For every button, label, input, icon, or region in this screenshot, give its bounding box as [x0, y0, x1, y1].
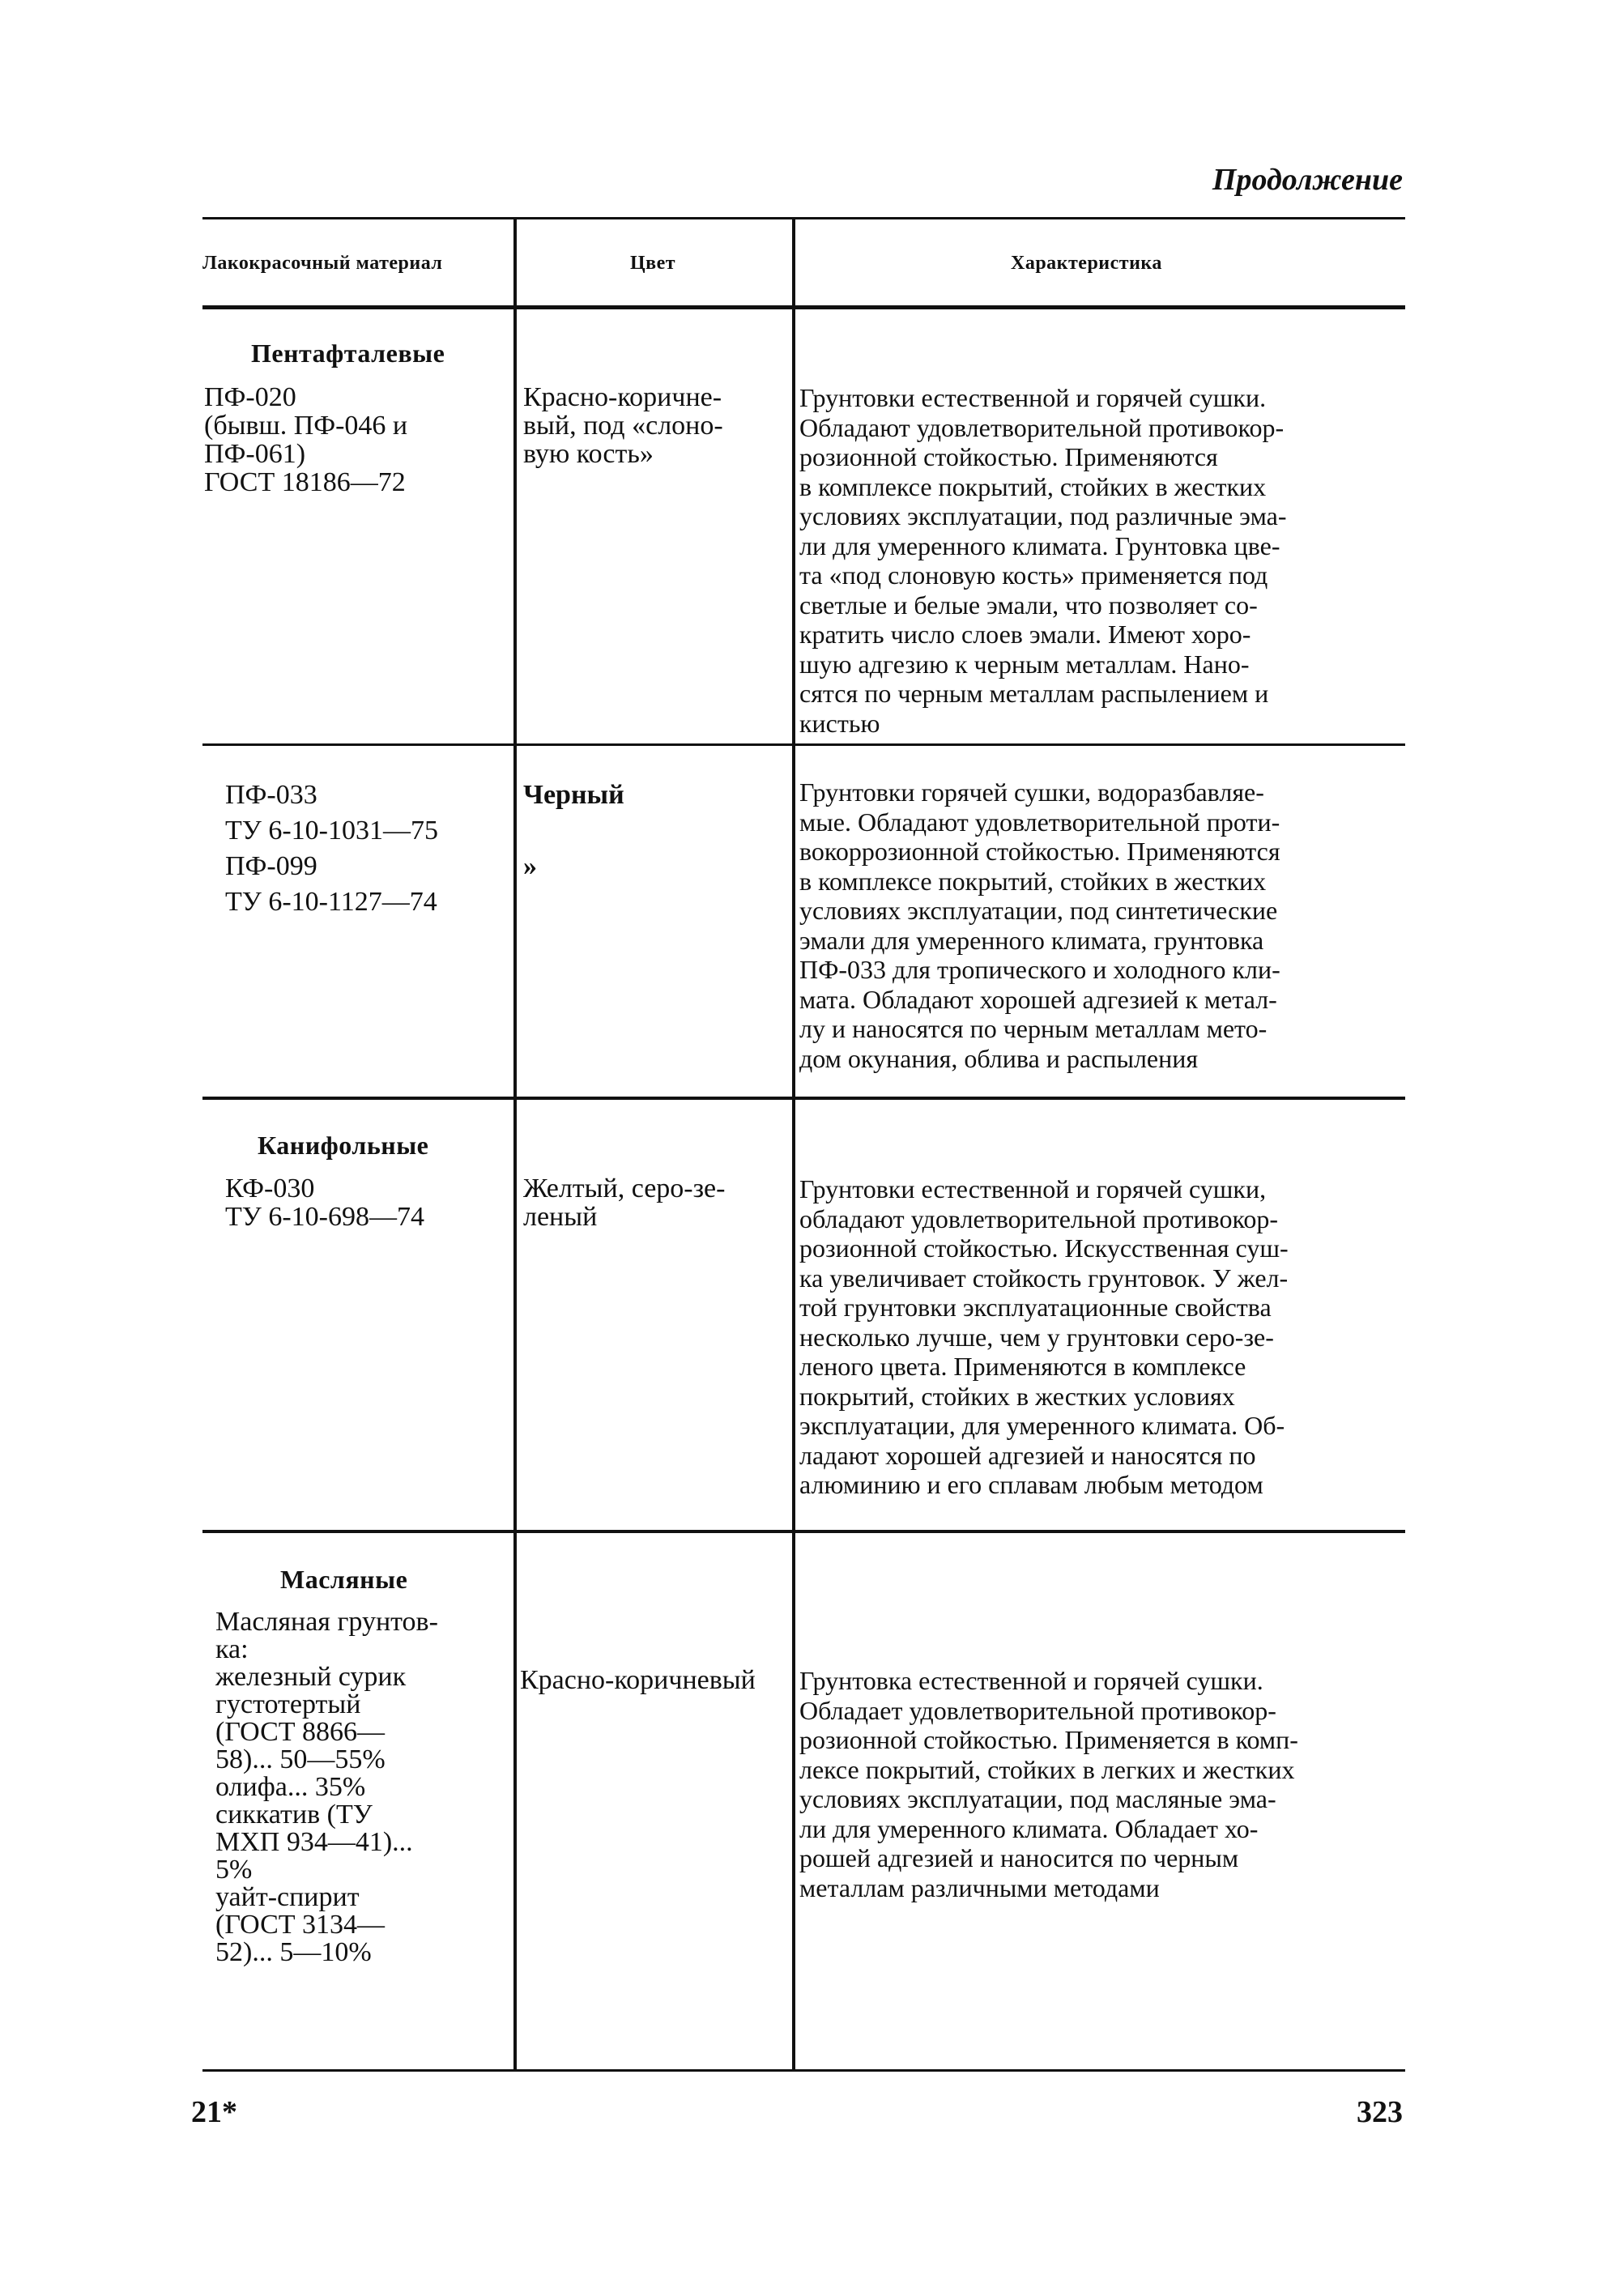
color-cell: Красно-коричневый [520, 1665, 756, 1695]
row-separator [202, 1097, 1405, 1100]
page-number: 323 [1357, 2095, 1403, 2129]
group-title: Пентафталевые [251, 339, 445, 368]
characteristic-cell: Грунтовки естественной и горячей сушки. Обладают удовлетворительной противокор- розионной стойкостью. Применяются в комплексе покрытий, стойких в жестких условиях эксплуатации, под различные эма- ли для умеренного климата. Грунтовка цве- та «под слоновую кость» применяется под светлые и белые эмали, что позволяет со- кратить число слоев эмали. Имеют хоро- шую адгезию к черным металлам. Нано- сятся по черным металлам распылением и кистью [799, 383, 1287, 738]
table-bottom-rule [202, 2069, 1405, 2072]
material-cell: ПФ-020 (бывш. ПФ-046 и ПФ-061) ГОСТ 18186—72 [204, 382, 408, 497]
material-cell: ПФ-033 ТУ 6-10-1031—75 ПФ-099 ТУ 6-10-1127—74 [225, 780, 438, 917]
material-cell: Масляная грунтов- ка: железный сурик густотертый (ГОСТ 8866— 58)... 50—55% олифа... 35% сиккатив (ТУ МХП 934—41)... 5% уайт-спирит (ГОСТ 3134— 52)... 5—10% [215, 1607, 438, 1967]
color-cell: Красно-коричне- вый, под «слоно- вую кость» [523, 382, 723, 469]
color-cell: Желтый, серо-зе- леный [523, 1174, 726, 1232]
row-separator [202, 1530, 1405, 1533]
group-title: Канифольные [258, 1131, 429, 1160]
table-top-rule [202, 217, 1405, 219]
characteristic-cell: Грунтовки горячей сушки, водоразбавляе- мые. Обладают удовлетворительной проти- вокоррозионной стойкостью. Применяются в комплексе покрытий, стойких в жестких условиях эксплуатации, под синтетические эмали для умеренного климата, грунтовка ПФ-033 для тропического и холодного кли- мата. Обладают хорошей адгезией к метал- лу и наносятся по черным металлам мето- дом окунания, облива и распыления [799, 777, 1280, 1073]
header-characteristic: Характеристика [1011, 253, 1162, 274]
page-signature: 21* [191, 2095, 237, 2129]
header-bottom-rule [202, 305, 1405, 309]
color-cell: Черный » [523, 780, 624, 881]
characteristic-cell: Грунтовки естественной и горячей сушки, обладают удовлетворительной противокор- розионной стойкостью. Искусственная суш- ка увеличивает стойкость грунтовок. У жел- той грунтовки эксплуатационные свойства несколько лучше, чем у грунтовки серо-зе- леного цвета. Применяются в комплексе покрытий, стойких в жестких условиях эксплуатации, для умеренного климата. Об- ладают хорошей адгезией и наносятся по алюминию и его сплавам любым методом [799, 1174, 1289, 1499]
column-divider [513, 217, 517, 2070]
characteristic-cell: Грунтовка естественной и горячей сушки. Обладает удовлетворительной противокор- розионной стойкостью. Применяется в комп- лексе покрытий, стойких в легких и жестких условиях эксплуатации, под масляные эма- ли для умеренного климата. Обладает хо- рошей адгезией и наносится по черным металлам различными методами [799, 1666, 1298, 1902]
header-color: Цвет [630, 253, 676, 274]
group-title: Масляные [280, 1565, 408, 1594]
header-material: Лакокрасочный материал [202, 253, 443, 274]
continuation-label: Продолжение [1212, 163, 1403, 197]
row-separator [202, 743, 1405, 746]
material-cell: КФ-030 ТУ 6-10-698—74 [225, 1174, 424, 1232]
column-divider [792, 217, 795, 2070]
